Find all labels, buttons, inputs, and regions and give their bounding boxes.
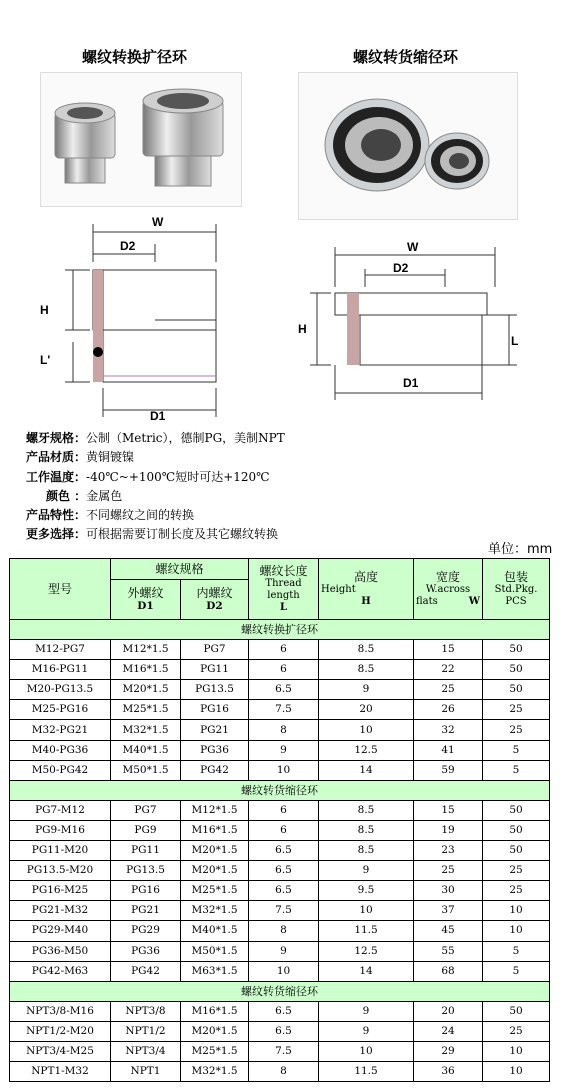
table-cell: 8 xyxy=(249,921,319,941)
table-cell: 50 xyxy=(483,660,550,680)
table-cell: 8.5 xyxy=(319,841,414,861)
table-row xyxy=(10,1001,550,1021)
expansion-ring-photo-image xyxy=(41,73,241,206)
spec-list xyxy=(26,429,285,545)
reduction-ring-drawing xyxy=(295,235,525,410)
table-cell: 29 xyxy=(414,1041,483,1061)
table-cell: 6.5 xyxy=(249,861,319,881)
table-cell: 41 xyxy=(414,740,483,760)
table-cell: PG7-M12 xyxy=(10,800,111,820)
table-row xyxy=(10,861,550,881)
table-cell: 12.5 xyxy=(319,941,414,961)
table-cell: 12.5 xyxy=(319,740,414,760)
table-cell: NPT1 xyxy=(111,1062,181,1082)
spec-table xyxy=(9,558,550,1082)
table-cell: PG7 xyxy=(111,800,181,820)
table-cell: 37 xyxy=(414,901,483,921)
label-h: H xyxy=(40,303,49,317)
table-cell: 6 xyxy=(249,820,319,840)
label-d2-right: D2 xyxy=(393,261,409,275)
table-cell: NPT1-M32 xyxy=(10,1062,111,1082)
table-row xyxy=(10,800,550,820)
label-w-right: W xyxy=(407,240,419,254)
section-header xyxy=(10,981,550,1001)
table-cell: PG11 xyxy=(181,660,249,680)
table-cell: 14 xyxy=(319,961,414,981)
header-outer-thread: 外螺纹 D1 xyxy=(111,580,181,620)
table-cell: PG29-M40 xyxy=(10,921,111,941)
table-cell: 8.5 xyxy=(319,820,414,840)
table-cell: 25 xyxy=(483,861,550,881)
table-cell: PG9 xyxy=(111,820,181,840)
table-cell: NPT3/4-M25 xyxy=(10,1041,111,1061)
table-row xyxy=(10,1062,550,1082)
spec-thread: 螺牙规格：公制（Metric），德制PG，美制NPT xyxy=(26,431,285,445)
table-cell: M12*1.5 xyxy=(181,800,249,820)
table-cell: 10 xyxy=(249,961,319,981)
table-row xyxy=(10,1021,550,1041)
table-row xyxy=(10,680,550,700)
table-cell: PG36 xyxy=(111,941,181,961)
spec-temperature: 工作温度：-40℃~+100℃短时可达+120℃ xyxy=(26,469,270,484)
table-row xyxy=(10,961,550,981)
table-cell: 6 xyxy=(249,800,319,820)
table-cell: 30 xyxy=(414,881,483,901)
table-cell: 10 xyxy=(483,1062,550,1082)
table-cell: M20*1.5 xyxy=(111,680,181,700)
table-cell: PG21-M32 xyxy=(10,901,111,921)
label-d1-right: D1 xyxy=(403,376,419,390)
header-thread-spec: 螺纹规格 xyxy=(111,559,249,580)
table-cell: 25 xyxy=(414,680,483,700)
table-cell: PG36-M50 xyxy=(10,941,111,961)
table-cell: 10 xyxy=(249,760,319,780)
table-cell: 22 xyxy=(414,660,483,680)
table-row xyxy=(10,700,550,720)
table-cell: PG16 xyxy=(181,700,249,720)
table-cell: 10 xyxy=(483,901,550,921)
header-inner-thread: 内螺纹 D2 xyxy=(181,580,249,620)
table-cell: 6.5 xyxy=(249,680,319,700)
table-cell: 36 xyxy=(414,1062,483,1082)
table-row xyxy=(10,720,550,740)
table-cell: M16-PG11 xyxy=(10,660,111,680)
table-row xyxy=(10,901,550,921)
table-cell: 7.5 xyxy=(249,901,319,921)
section-title: 螺纹转货缩径环 xyxy=(10,981,550,1001)
table-cell: 10 xyxy=(319,901,414,921)
table-cell: M16*1.5 xyxy=(111,660,181,680)
table-cell: 68 xyxy=(414,961,483,981)
table-cell: 8 xyxy=(249,1062,319,1082)
table-cell: M20-PG13.5 xyxy=(10,680,111,700)
table-cell: 6 xyxy=(249,640,319,660)
table-cell: M20*1.5 xyxy=(181,861,249,881)
table-cell: M32*1.5 xyxy=(181,901,249,921)
label-l-right: L xyxy=(511,334,519,348)
table-row xyxy=(10,660,550,680)
table-cell: PG36 xyxy=(181,740,249,760)
table-cell: PG21 xyxy=(111,901,181,921)
table-cell: 11.5 xyxy=(319,921,414,941)
table-cell: M32*1.5 xyxy=(111,720,181,740)
header-width: 宽度 W.across flats W xyxy=(414,559,483,620)
unit-label: 单位：mm xyxy=(488,542,553,557)
table-cell: M63*1.5 xyxy=(181,961,249,981)
table-cell: NPT3/8-M16 xyxy=(10,1001,111,1021)
table-cell: 25 xyxy=(483,720,550,740)
table-cell: 26 xyxy=(414,700,483,720)
table-cell: 9 xyxy=(319,1001,414,1021)
table-cell: 10 xyxy=(319,720,414,740)
table-cell: 50 xyxy=(483,1001,550,1021)
table-row xyxy=(10,1041,550,1061)
table-cell: NPT3/4 xyxy=(111,1041,181,1061)
table-cell: M12*1.5 xyxy=(111,640,181,660)
table-cell: 55 xyxy=(414,941,483,961)
table-cell: 25 xyxy=(483,881,550,901)
table-cell: 6 xyxy=(249,660,319,680)
table-cell: M40*1.5 xyxy=(111,740,181,760)
table-cell: 5 xyxy=(483,740,550,760)
table-row xyxy=(10,820,550,840)
header-model: 型号 xyxy=(10,559,111,620)
table-cell: 59 xyxy=(414,760,483,780)
spec-feature: 产品特性：不同螺纹之间的转换 xyxy=(26,508,195,523)
table-cell: NPT1/2 xyxy=(111,1021,181,1041)
expansion-ring-photo xyxy=(40,72,242,207)
table-cell: 5 xyxy=(483,961,550,981)
table-cell: PG13.5 xyxy=(111,861,181,881)
section-title: 螺纹转换扩径环 xyxy=(10,620,550,640)
table-cell: 6.5 xyxy=(249,1021,319,1041)
table-cell: 7.5 xyxy=(249,1041,319,1061)
label-d1: D1 xyxy=(150,409,166,422)
table-row xyxy=(10,740,550,760)
table-cell: 11.5 xyxy=(319,1062,414,1082)
table-cell: 8 xyxy=(249,720,319,740)
table-cell: M32-PG21 xyxy=(10,720,111,740)
table-cell: PG42 xyxy=(181,760,249,780)
label-w: W xyxy=(152,215,164,229)
table-cell: M25*1.5 xyxy=(181,881,249,901)
table-cell: 25 xyxy=(414,861,483,881)
table-cell: M40-PG36 xyxy=(10,740,111,760)
table-cell: 9 xyxy=(319,1021,414,1041)
header-height: 高度 Height H xyxy=(319,559,414,620)
table-cell: PG42-M63 xyxy=(10,961,111,981)
table-cell: 15 xyxy=(414,800,483,820)
table-cell: 9 xyxy=(249,941,319,961)
table-row xyxy=(10,921,550,941)
table-cell: NPT1/2-M20 xyxy=(10,1021,111,1041)
table-cell: 50 xyxy=(483,640,550,660)
table-cell: M20*1.5 xyxy=(181,1021,249,1041)
table-cell: M40*1.5 xyxy=(181,921,249,941)
table-cell: 5 xyxy=(483,760,550,780)
table-cell: M20*1.5 xyxy=(181,841,249,861)
table-cell: 45 xyxy=(414,921,483,941)
table-cell: 9 xyxy=(319,861,414,881)
table-row xyxy=(10,841,550,861)
table-cell: 9.5 xyxy=(319,881,414,901)
table-cell: 25 xyxy=(483,700,550,720)
table-cell: 9 xyxy=(249,740,319,760)
table-cell: PG11 xyxy=(111,841,181,861)
title-reduction-ring: 螺纹转货缩径环 xyxy=(353,48,459,66)
label-d2: D2 xyxy=(120,239,136,253)
table-cell: 15 xyxy=(414,640,483,660)
table-cell: 32 xyxy=(414,720,483,740)
table-cell: PG13.5 xyxy=(181,680,249,700)
title-expansion-ring: 螺纹转换扩径环 xyxy=(82,48,188,66)
table-cell: 8.5 xyxy=(319,800,414,820)
expansion-ring-drawing xyxy=(30,212,260,422)
table-cell: 50 xyxy=(483,800,550,820)
table-cell: PG21 xyxy=(181,720,249,740)
table-cell: M50-PG42 xyxy=(10,760,111,780)
table-cell: PG16 xyxy=(111,881,181,901)
table-cell: 23 xyxy=(414,841,483,861)
table-cell: 10 xyxy=(483,921,550,941)
table-cell: 9 xyxy=(319,680,414,700)
table-cell: M32*1.5 xyxy=(181,1062,249,1082)
table-cell: 6.5 xyxy=(249,1001,319,1021)
spec-color: 颜色 ：金属色 xyxy=(46,488,123,503)
table-cell: PG16-M25 xyxy=(10,881,111,901)
table-cell: PG13.5-M20 xyxy=(10,861,111,881)
table-cell: 50 xyxy=(483,841,550,861)
table-row xyxy=(10,760,550,780)
spec-more: 更多选择：可根据需要订制长度及其它螺纹转换 xyxy=(26,527,279,542)
label-l: L' xyxy=(40,353,51,367)
table-cell: M16*1.5 xyxy=(181,820,249,840)
table-cell: 24 xyxy=(414,1021,483,1041)
table-row xyxy=(10,640,550,660)
table-cell: PG7 xyxy=(181,640,249,660)
table-cell: PG9-M16 xyxy=(10,820,111,840)
table-cell: 14 xyxy=(319,760,414,780)
table-cell: 10 xyxy=(319,1041,414,1061)
table-cell: M25-PG16 xyxy=(10,700,111,720)
table-cell: 10 xyxy=(483,1041,550,1061)
table-cell: 50 xyxy=(483,680,550,700)
table-cell: 20 xyxy=(414,1001,483,1021)
section-header xyxy=(10,780,550,800)
table-cell: 25 xyxy=(483,1021,550,1041)
table-cell: 6.5 xyxy=(249,841,319,861)
table-cell: NPT3/8 xyxy=(111,1001,181,1021)
table-cell: 8.5 xyxy=(319,660,414,680)
table-cell: 6.5 xyxy=(249,881,319,901)
table-cell: M50*1.5 xyxy=(111,760,181,780)
reduction-ring-photo-image xyxy=(299,73,517,219)
table-cell: PG11-M20 xyxy=(10,841,111,861)
table-cell: M50*1.5 xyxy=(181,941,249,961)
header-package: 包装 Std.Pkg. PCS xyxy=(483,559,550,620)
reduction-ring-photo xyxy=(298,72,518,220)
table-cell: 20 xyxy=(319,700,414,720)
table-cell: 50 xyxy=(483,820,550,840)
table-row xyxy=(10,881,550,901)
section-header xyxy=(10,620,550,640)
table-cell: 7.5 xyxy=(249,700,319,720)
spec-material: 产品材质：黄铜镀镍 xyxy=(26,450,135,465)
table-cell: PG29 xyxy=(111,921,181,941)
label-h-right: H xyxy=(298,322,307,336)
table-cell: 5 xyxy=(483,941,550,961)
table-cell: M12-PG7 xyxy=(10,640,111,660)
table-cell: 8.5 xyxy=(319,640,414,660)
table-row xyxy=(10,941,550,961)
section-title: 螺纹转货缩径环 xyxy=(10,780,550,800)
table-cell: PG42 xyxy=(111,961,181,981)
table-cell: 19 xyxy=(414,820,483,840)
header-length: 螺纹长度 Thread length L xyxy=(249,559,319,620)
table-cell: M25*1.5 xyxy=(181,1041,249,1061)
table-cell: M16*1.5 xyxy=(181,1001,249,1021)
table-cell: M25*1.5 xyxy=(111,700,181,720)
